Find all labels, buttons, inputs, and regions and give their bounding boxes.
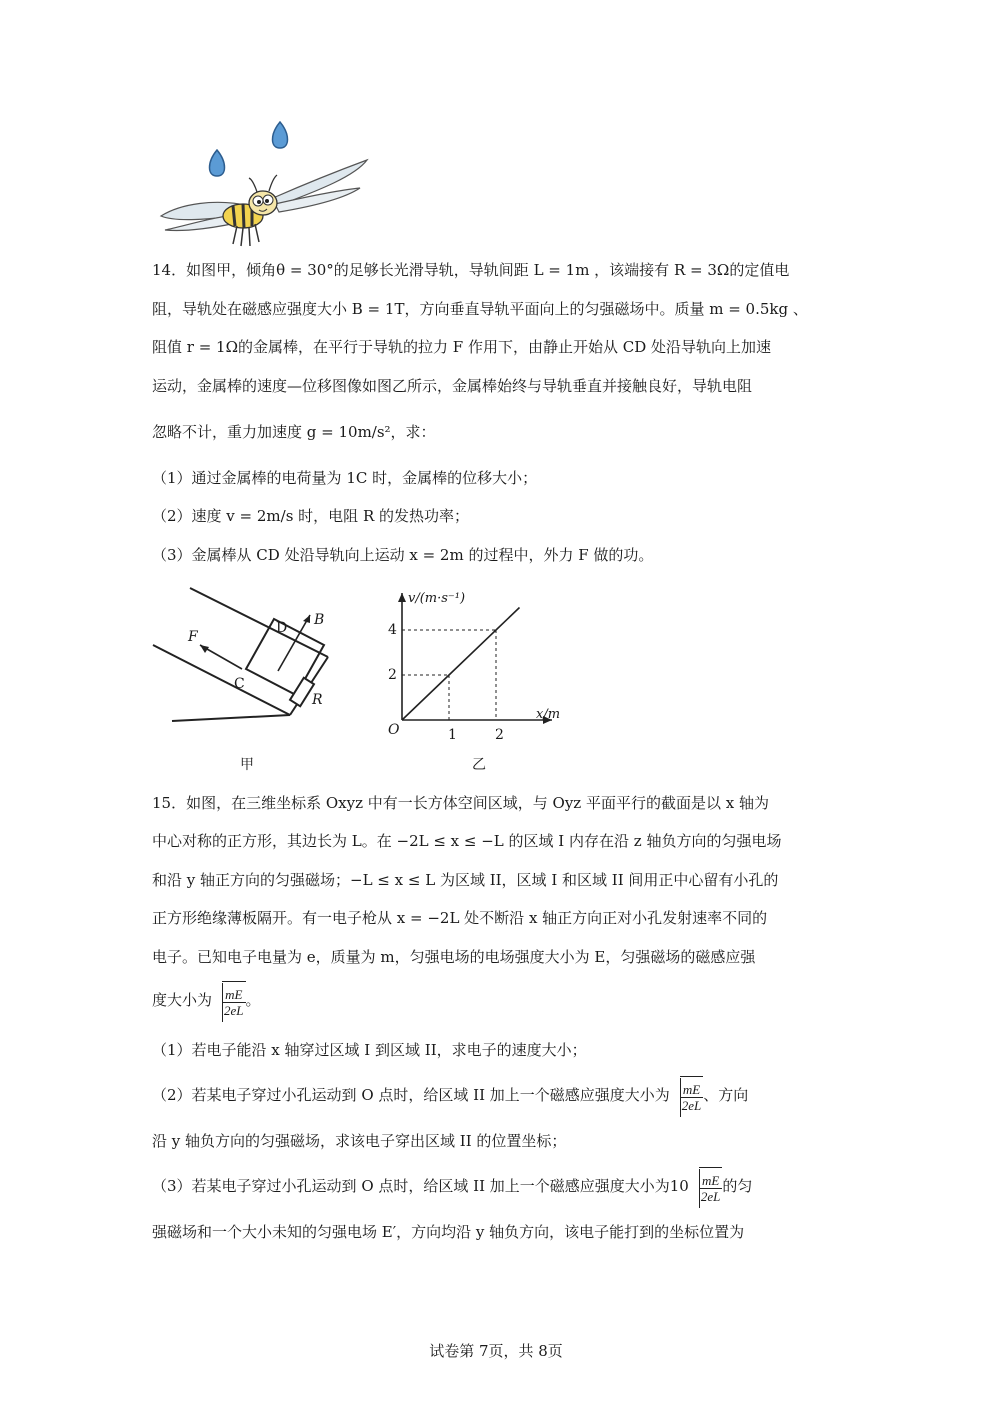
q15-line-4: 正方形绝缘薄板隔开。有一电子枪从 x = −2L 处不断沿 x 轴正方向正对小孔发射速率不同的	[152, 909, 768, 927]
label-R: R	[312, 692, 323, 708]
dragonfly-illustration	[155, 118, 375, 253]
q15-sub-1: （1）若电子能沿 x 轴穿过区域 I 到区域 II，求电子的速度大小；	[152, 1041, 587, 1059]
frac-numerator: mE	[699, 1173, 723, 1189]
label-F: F	[188, 629, 198, 645]
chart-x-tick-1: 1	[448, 727, 457, 743]
q15-sub-3-post: 的匀	[722, 1177, 753, 1195]
q15-sub-2-line-2: 沿 y 轴负方向的匀强磁场，求该电子穿出区域 II 的位置坐标；	[152, 1132, 567, 1150]
caption-jia: 甲	[240, 757, 254, 773]
sqrt-expression	[212, 981, 246, 1022]
q15-sub-3-line-2: 强磁场和一个大小未知的匀强电场 E′，方向均沿 y 轴负方向，该电子能打到的坐标位置为	[152, 1223, 745, 1241]
q15-line-1: 15．如图，在三维坐标系 Oxyz 中有一长方体空间区域，与 Oyz 平面平行的截面是以 x 轴为	[152, 794, 769, 812]
q15-sub-2	[152, 1075, 852, 1117]
frac-denominator: 2eL	[224, 1003, 244, 1018]
sqrt-expression	[670, 1076, 704, 1117]
q15-line-6-pre: 度大小为	[152, 991, 213, 1009]
q14-sub-1: （1）通过金属棒的电荷量为 1C 时，金属棒的位移大小；	[152, 469, 538, 487]
chart-y-tick-2: 2	[388, 667, 397, 683]
q15-sub-2-pre: （2）若某电子穿过小孔运动到 O 点时，给区域 II 加上一个磁感应强度大小为	[152, 1086, 670, 1104]
chart-ylabel: v/(m·s⁻¹)	[408, 591, 466, 606]
q15-line-2: 中心对称的正方形，其边长为 L。在 −2L ≤ x ≤ −L 的区域 I 内存在沿 z 轴负方向的匀强电场	[152, 832, 782, 850]
frac-denominator: 2eL	[700, 1189, 721, 1204]
sqrt-expression	[689, 1167, 723, 1208]
q15-sub-2-post: 、方向	[703, 1086, 749, 1104]
frac-numerator: mE	[680, 1082, 704, 1098]
chart-xlabel: x/m	[536, 707, 561, 722]
q14-line-1: 14．如图甲，倾角θ = 30°的足够长光滑导轨，导轨间距 L = 1m ，该端接有 R = 3Ω的定值电	[152, 261, 790, 279]
label-C: C	[234, 676, 245, 692]
frac-numerator: mE	[222, 987, 246, 1003]
q15-sub-3	[152, 1166, 852, 1208]
q14-sub-2: （2）速度 v = 2m/s 时，电阻 R 的发热功率；	[152, 507, 470, 525]
q14-line-2: 阻，导轨处在磁感应强度大小 B = 1T，方向垂直导轨平面向上的匀强磁场中。质量 m = 0.5kg 、	[152, 300, 808, 318]
q14-line-3: 阻值 r = 1Ω的金属棒，在平行于导轨的拉力 F 作用下，由静止开始从 CD 处沿导轨向上加速	[152, 338, 772, 356]
chart-origin-label: O	[388, 722, 400, 738]
q14-sub-3: （3）金属棒从 CD 处沿导轨向上运动 x = 2m 的过程中，外力 F 做的功。	[152, 546, 654, 564]
figure-jia	[150, 585, 350, 735]
q15-line-6	[152, 980, 852, 1022]
label-D: D	[276, 620, 288, 636]
frac-denominator: 2eL	[681, 1098, 702, 1113]
q14-line-5: 忽略不计，重力加速度 g = 10m/s²，求：	[152, 423, 436, 441]
chart-y-tick-4: 4	[388, 622, 397, 638]
q15-line-3: 和沿 y 轴正方向的匀强磁场；−L ≤ x ≤ L 为区域 II，区域 I 和区域 II 间用正中心留有小孔的	[152, 871, 779, 889]
series-line	[402, 608, 520, 721]
caption-yi: 乙	[472, 757, 486, 773]
chart-x-tick-2: 2	[495, 727, 504, 743]
q14-line-4: 运动，金属棒的速度—位移图像如图乙所示，金属棒始终与导轨垂直并接触良好，导轨电阻	[152, 377, 753, 395]
label-B: B	[314, 612, 325, 628]
q15-sub-3-pre: （3）若某电子穿过小孔运动到 O 点时，给区域 II 加上一个磁感应强度大小为10	[152, 1177, 689, 1195]
q15-line-6-post: 。	[245, 991, 261, 1009]
page-footer: 试卷第 7页，共 8页	[429, 1342, 563, 1360]
q15-line-5: 电子。已知电子电量为 e，质量为 m，匀强电场的电场强度大小为 E，匀强磁场的磁感应强	[152, 948, 756, 966]
y-axis-arrow	[398, 593, 406, 602]
